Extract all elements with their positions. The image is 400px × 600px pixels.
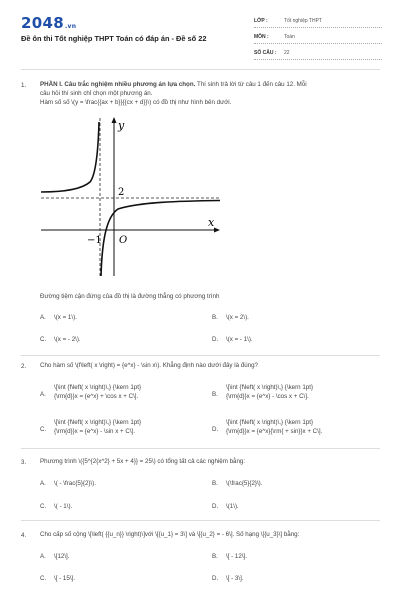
document-title: Đề ôn thi Tốt nghiệp THPT Toán có đáp án - Đề số 22 bbox=[21, 34, 207, 43]
meta-label: MÔN : bbox=[254, 34, 269, 40]
meta-row-class bbox=[254, 15, 382, 28]
option-b-letter[interactable]: B. bbox=[212, 314, 218, 321]
option-a[interactable]: \(x = 1\). bbox=[54, 314, 77, 321]
option-c-letter[interactable]: C. bbox=[40, 575, 47, 582]
option-d-letter[interactable]: D. bbox=[212, 575, 219, 582]
option-c-letter[interactable]: C. bbox=[40, 426, 47, 433]
option-b-letter[interactable]: B. bbox=[212, 480, 218, 487]
option-d[interactable]: \(1\). bbox=[226, 503, 239, 510]
meta-panel bbox=[254, 15, 382, 63]
option-a-letter[interactable]: A. bbox=[40, 553, 46, 560]
meta-value: Tốt nghiệp THPT bbox=[284, 18, 322, 24]
option-line: {\rm{d}}x = {e^x} + \cos x + C\]. bbox=[54, 393, 139, 400]
y-axis-label: y bbox=[118, 119, 125, 132]
question-number: 4. bbox=[21, 532, 27, 539]
option-c[interactable]: \[ - 15\]. bbox=[54, 575, 75, 582]
option-line: \[\int {f\left( x \right)\,} {\kern 1pt} bbox=[54, 384, 142, 391]
question-text: Đường tiệm cận đứng của đồ thị là đường thẳng có phương trình bbox=[40, 293, 220, 300]
function-graph bbox=[40, 112, 222, 277]
option-a[interactable] bbox=[54, 383, 141, 401]
option-d-letter[interactable]: D. bbox=[212, 503, 219, 510]
option-a[interactable]: \( - \frac{5}{2}\). bbox=[54, 480, 96, 487]
x-axis-label: x bbox=[208, 216, 215, 229]
question-number: 2. bbox=[21, 363, 27, 370]
option-a-letter[interactable]: A. bbox=[40, 391, 46, 398]
option-b[interactable]: \[ - 12\]. bbox=[226, 553, 247, 560]
option-line: {\rm{d}}x = {e^x} - \cos x + C\]. bbox=[226, 393, 309, 400]
meta-label: SỐ CÂU : bbox=[254, 50, 277, 56]
option-a[interactable]: \[12\]. bbox=[54, 553, 70, 560]
option-line: {\rm{d}}x = {e^x}{\rm{ + sin}}x + C\]. bbox=[226, 428, 323, 435]
question-divider bbox=[21, 448, 380, 449]
logo-sub: .vn bbox=[64, 23, 77, 30]
option-a-letter[interactable]: A. bbox=[40, 480, 46, 487]
option-line: \[\int {f\left( x \right)\,} {\kern 1pt} bbox=[226, 419, 314, 426]
question-divider bbox=[21, 520, 380, 521]
question-stem: Hàm số số \(y = \frac{{ax + b}}{{cx + d}}\) có đồ thị như hình bên dưới. bbox=[40, 99, 232, 106]
option-b-letter[interactable]: B. bbox=[212, 391, 218, 398]
question-divider bbox=[21, 355, 380, 356]
option-b[interactable]: \(x = 2\). bbox=[226, 314, 249, 321]
label-two: 2 bbox=[118, 187, 125, 198]
part-intro-line2: câu hỏi thí sinh chỉ chọn một phương án. bbox=[40, 90, 153, 97]
question-number: 3. bbox=[21, 459, 27, 466]
option-line: {\rm{d}}x = {e^x} - \sin x + C\]. bbox=[54, 428, 135, 435]
option-b-letter[interactable]: B. bbox=[212, 553, 218, 560]
option-b[interactable] bbox=[226, 383, 313, 401]
part-label: PHẦN I. Câu trắc nghiệm nhiều phương án lựa chọn. bbox=[40, 81, 196, 88]
option-b[interactable]: \(\frac{5}{2}\). bbox=[226, 480, 263, 487]
question-stem: Phương trình \({5^{2{x^2} + 5x + 4}} = 25\) có tổng tất cả các nghiệm bằng: bbox=[40, 458, 246, 465]
meta-row-count bbox=[254, 47, 382, 60]
option-c[interactable] bbox=[54, 418, 141, 436]
meta-value: 22 bbox=[284, 50, 290, 56]
option-d[interactable] bbox=[226, 418, 322, 436]
option-c[interactable]: \( - 1\). bbox=[54, 503, 73, 510]
option-c-letter[interactable]: C. bbox=[40, 503, 47, 510]
option-a-letter[interactable]: A. bbox=[40, 314, 46, 321]
option-d-letter[interactable]: D. bbox=[212, 426, 219, 433]
logo-main: 2048 bbox=[21, 14, 64, 32]
option-d[interactable]: \(x = - 1\). bbox=[226, 336, 253, 343]
label-minus-one: −1 bbox=[87, 235, 102, 246]
option-c[interactable]: \(x = - 2\). bbox=[54, 336, 81, 343]
question-stem: Cho cấp số cộng \[\left( {{u_n}} \right)\]với \[{u_1} = 3\] và \[{u_2} = - 6\]. Số hạng \[{u_3}\] bằng: bbox=[40, 531, 300, 538]
question-number: 1. bbox=[21, 82, 27, 89]
question-stem: Cho hàm số \(f\left( x \right) = {e^x} - \sin x\). Khẳng định nào dưới đây là đúng? bbox=[40, 362, 258, 369]
option-c-letter[interactable]: C. bbox=[40, 336, 47, 343]
option-d[interactable]: \[ - 3\]. bbox=[226, 575, 244, 582]
part-intro-text: Thí sinh trả lời từ câu 1 đến câu 12. Mỗi bbox=[195, 81, 307, 88]
site-logo[interactable] bbox=[21, 14, 76, 32]
header-divider bbox=[21, 69, 380, 70]
option-line: \[\int {f\left( x \right)\,} {\kern 1pt} bbox=[54, 419, 142, 426]
label-origin: O bbox=[119, 235, 128, 246]
meta-value: Toán bbox=[284, 34, 295, 40]
meta-label: LỚP : bbox=[254, 18, 268, 24]
option-line: \[\int {f\left( x \right)\,} {\kern 1pt} bbox=[226, 384, 314, 391]
option-d-letter[interactable]: D. bbox=[212, 336, 219, 343]
part-intro bbox=[40, 80, 307, 89]
meta-row-subject bbox=[254, 31, 382, 44]
